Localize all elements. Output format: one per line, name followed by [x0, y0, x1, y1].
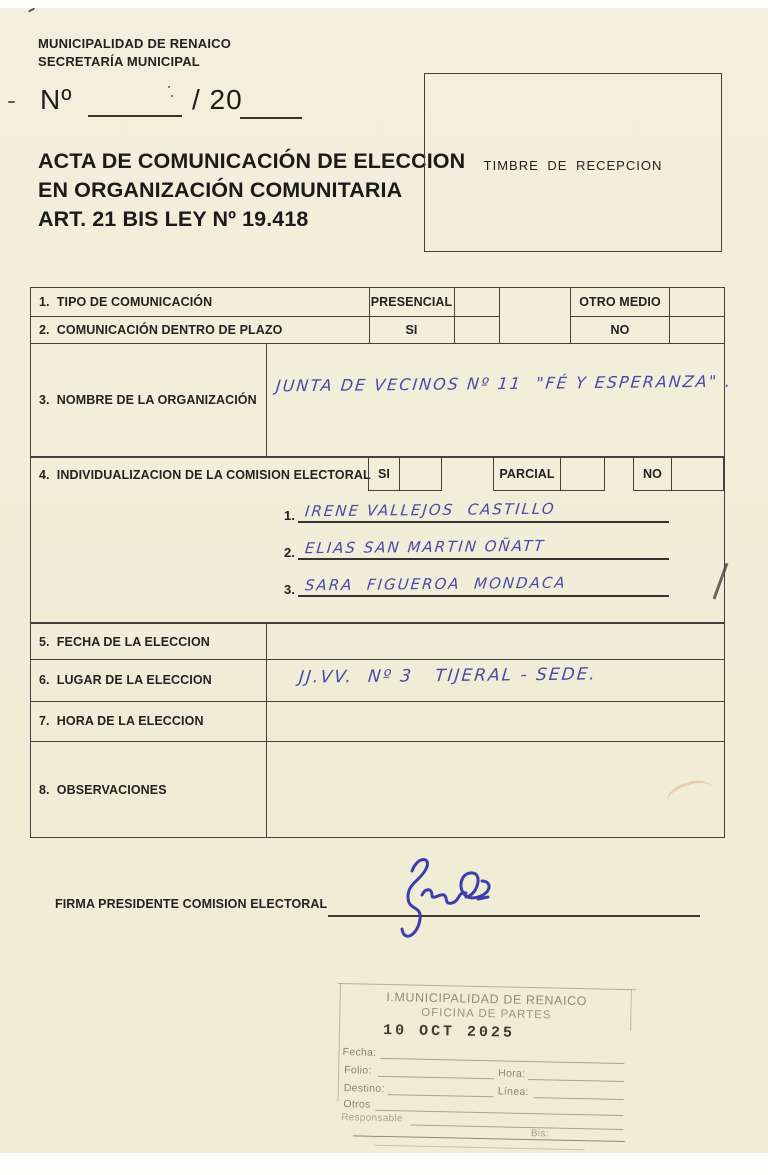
member-3-line — [298, 595, 669, 597]
row4-option-no: NO — [643, 467, 662, 481]
member-2-name-handwritten: ELIAS SAN MARTIN OÑATT — [304, 536, 547, 558]
row1-label: 1. TIPO DE COMUNICACIÓN — [39, 295, 213, 309]
doc-year-blank-line — [240, 117, 302, 119]
signature-ink — [378, 853, 508, 951]
rows-5-8-block — [30, 623, 725, 838]
stamp-folio-label: Folio: — [344, 1064, 372, 1077]
org-name-handwritten: JUNTA DE VECINOS Nº 11 "FÉ Y ESPERANZA" . — [275, 371, 734, 396]
row4-option-si: SI — [377, 467, 390, 481]
row1-presencial-checkbox — [454, 288, 501, 316]
doc-title-line1: ACTA DE COMUNICACIÓN DE ELECCION — [38, 149, 466, 173]
stamp-linea-line — [534, 1086, 624, 1100]
letterhead-org: MUNICIPALIDAD DE RENAICO — [38, 36, 232, 51]
section-comision-electoral — [30, 457, 725, 623]
stamp-linea-label: Línea: — [497, 1085, 529, 1099]
scan-speck — [171, 95, 173, 97]
row2-label: 2. COMUNICACIÓN DENTRO DE PLAZO — [39, 323, 283, 337]
row2-si-checkbox — [454, 316, 501, 344]
row4-parcial-checkbox — [560, 458, 606, 490]
col-divider — [266, 624, 267, 837]
row7-label: 7. HORA DE LA ELECCION — [39, 714, 204, 728]
stamp-destino-label: Destino: — [343, 1082, 385, 1096]
member-1-number: 1. — [284, 508, 295, 523]
stamp-hora-label: Hora: — [498, 1067, 526, 1080]
row1-option-otro-medio: OTRO MEDIO — [579, 295, 661, 309]
row-tipo-plazo-block — [30, 287, 500, 344]
row6-label: 6. LUGAR DE LA ELECCION — [39, 673, 212, 687]
reception-stamp-label: TIMBRE DE RECEPCION — [483, 158, 663, 173]
office-stamp — [334, 983, 636, 1161]
doc-title-line2: EN ORGANIZACIÓN COMUNITARIA — [38, 178, 403, 202]
row4-parcial-box — [493, 457, 605, 491]
member-1-line — [298, 521, 669, 523]
stamp-fecha-line — [380, 1047, 624, 1064]
stamp-destino-line — [388, 1083, 494, 1097]
row4-option-parcial: PARCIAL — [499, 467, 555, 481]
stamp-fecha-label: Fecha: — [342, 1046, 377, 1059]
member-2-line — [298, 558, 669, 560]
stamp-bis-label: Bis: — [530, 1128, 549, 1140]
row4-no-box — [633, 457, 724, 491]
stamp-responsable-label: Responsable — [341, 1112, 403, 1125]
row4-si-box — [368, 457, 442, 491]
row1-option-presencial: PRESENCIAL — [370, 295, 453, 309]
election-place-handwritten: JJ.VV. Nº 3 TIJERAL - SEDE. — [298, 664, 598, 688]
member-3-name-handwritten: SARA FIGUEROA MONDACA — [304, 573, 568, 595]
doc-title-line3: ART. 21 BIS LEY Nº 19.418 — [38, 207, 309, 231]
stamp-otros-label: Otros — [343, 1098, 371, 1111]
doc-number-prefix: Nº — [40, 84, 73, 115]
row5-label: 5. FECHA DE LA ELECCION — [39, 634, 210, 649]
gap-top-border — [500, 287, 570, 288]
signature-label: FIRMA PRESIDENTE COMISION ELECTORAL — [55, 897, 328, 911]
col-divider — [266, 344, 267, 456]
row1-otro-medio-checkbox — [669, 288, 726, 316]
doc-number-year-prefix: / 20 — [192, 84, 243, 115]
stamp-hora-line — [528, 1068, 624, 1082]
row-nombre-organizacion — [30, 343, 734, 457]
row2-no-checkbox — [669, 316, 726, 344]
row-otro-medio-block — [570, 287, 725, 344]
scan-speck — [8, 101, 15, 103]
member-3-number: 3. — [284, 582, 295, 597]
stamp-org: I.MUNICIPALIDAD DE RENAICO — [386, 990, 588, 1009]
row4-no-checkbox — [671, 458, 725, 490]
row2-option-no: NO — [610, 323, 630, 337]
stamp-date: 10 OCT 2025 — [382, 1021, 516, 1042]
row4-si-checkbox — [399, 458, 443, 490]
stamp-folio-line — [378, 1065, 494, 1079]
scan-speck — [168, 86, 170, 88]
row4-label: 4. INDIVIDUALIZACION DE LA COMISION ELECTORAL — [39, 467, 371, 482]
member-2-number: 2. — [284, 545, 295, 560]
member-1-name-handwritten: IRENE VALLEJOS CASTILLO — [304, 499, 557, 521]
row8-label: 8. OBSERVACIONES — [39, 783, 167, 797]
reception-stamp-box — [424, 73, 722, 252]
row2-option-si: SI — [405, 323, 418, 337]
stamp-office: OFICINA DE PARTES — [421, 1006, 552, 1022]
letterhead-dept: SECRETARÍA MUNICIPAL — [38, 54, 200, 69]
doc-number-blank-line — [88, 115, 182, 117]
row3-label: 3. NOMBRE DE LA ORGANIZACIÓN — [39, 393, 257, 407]
